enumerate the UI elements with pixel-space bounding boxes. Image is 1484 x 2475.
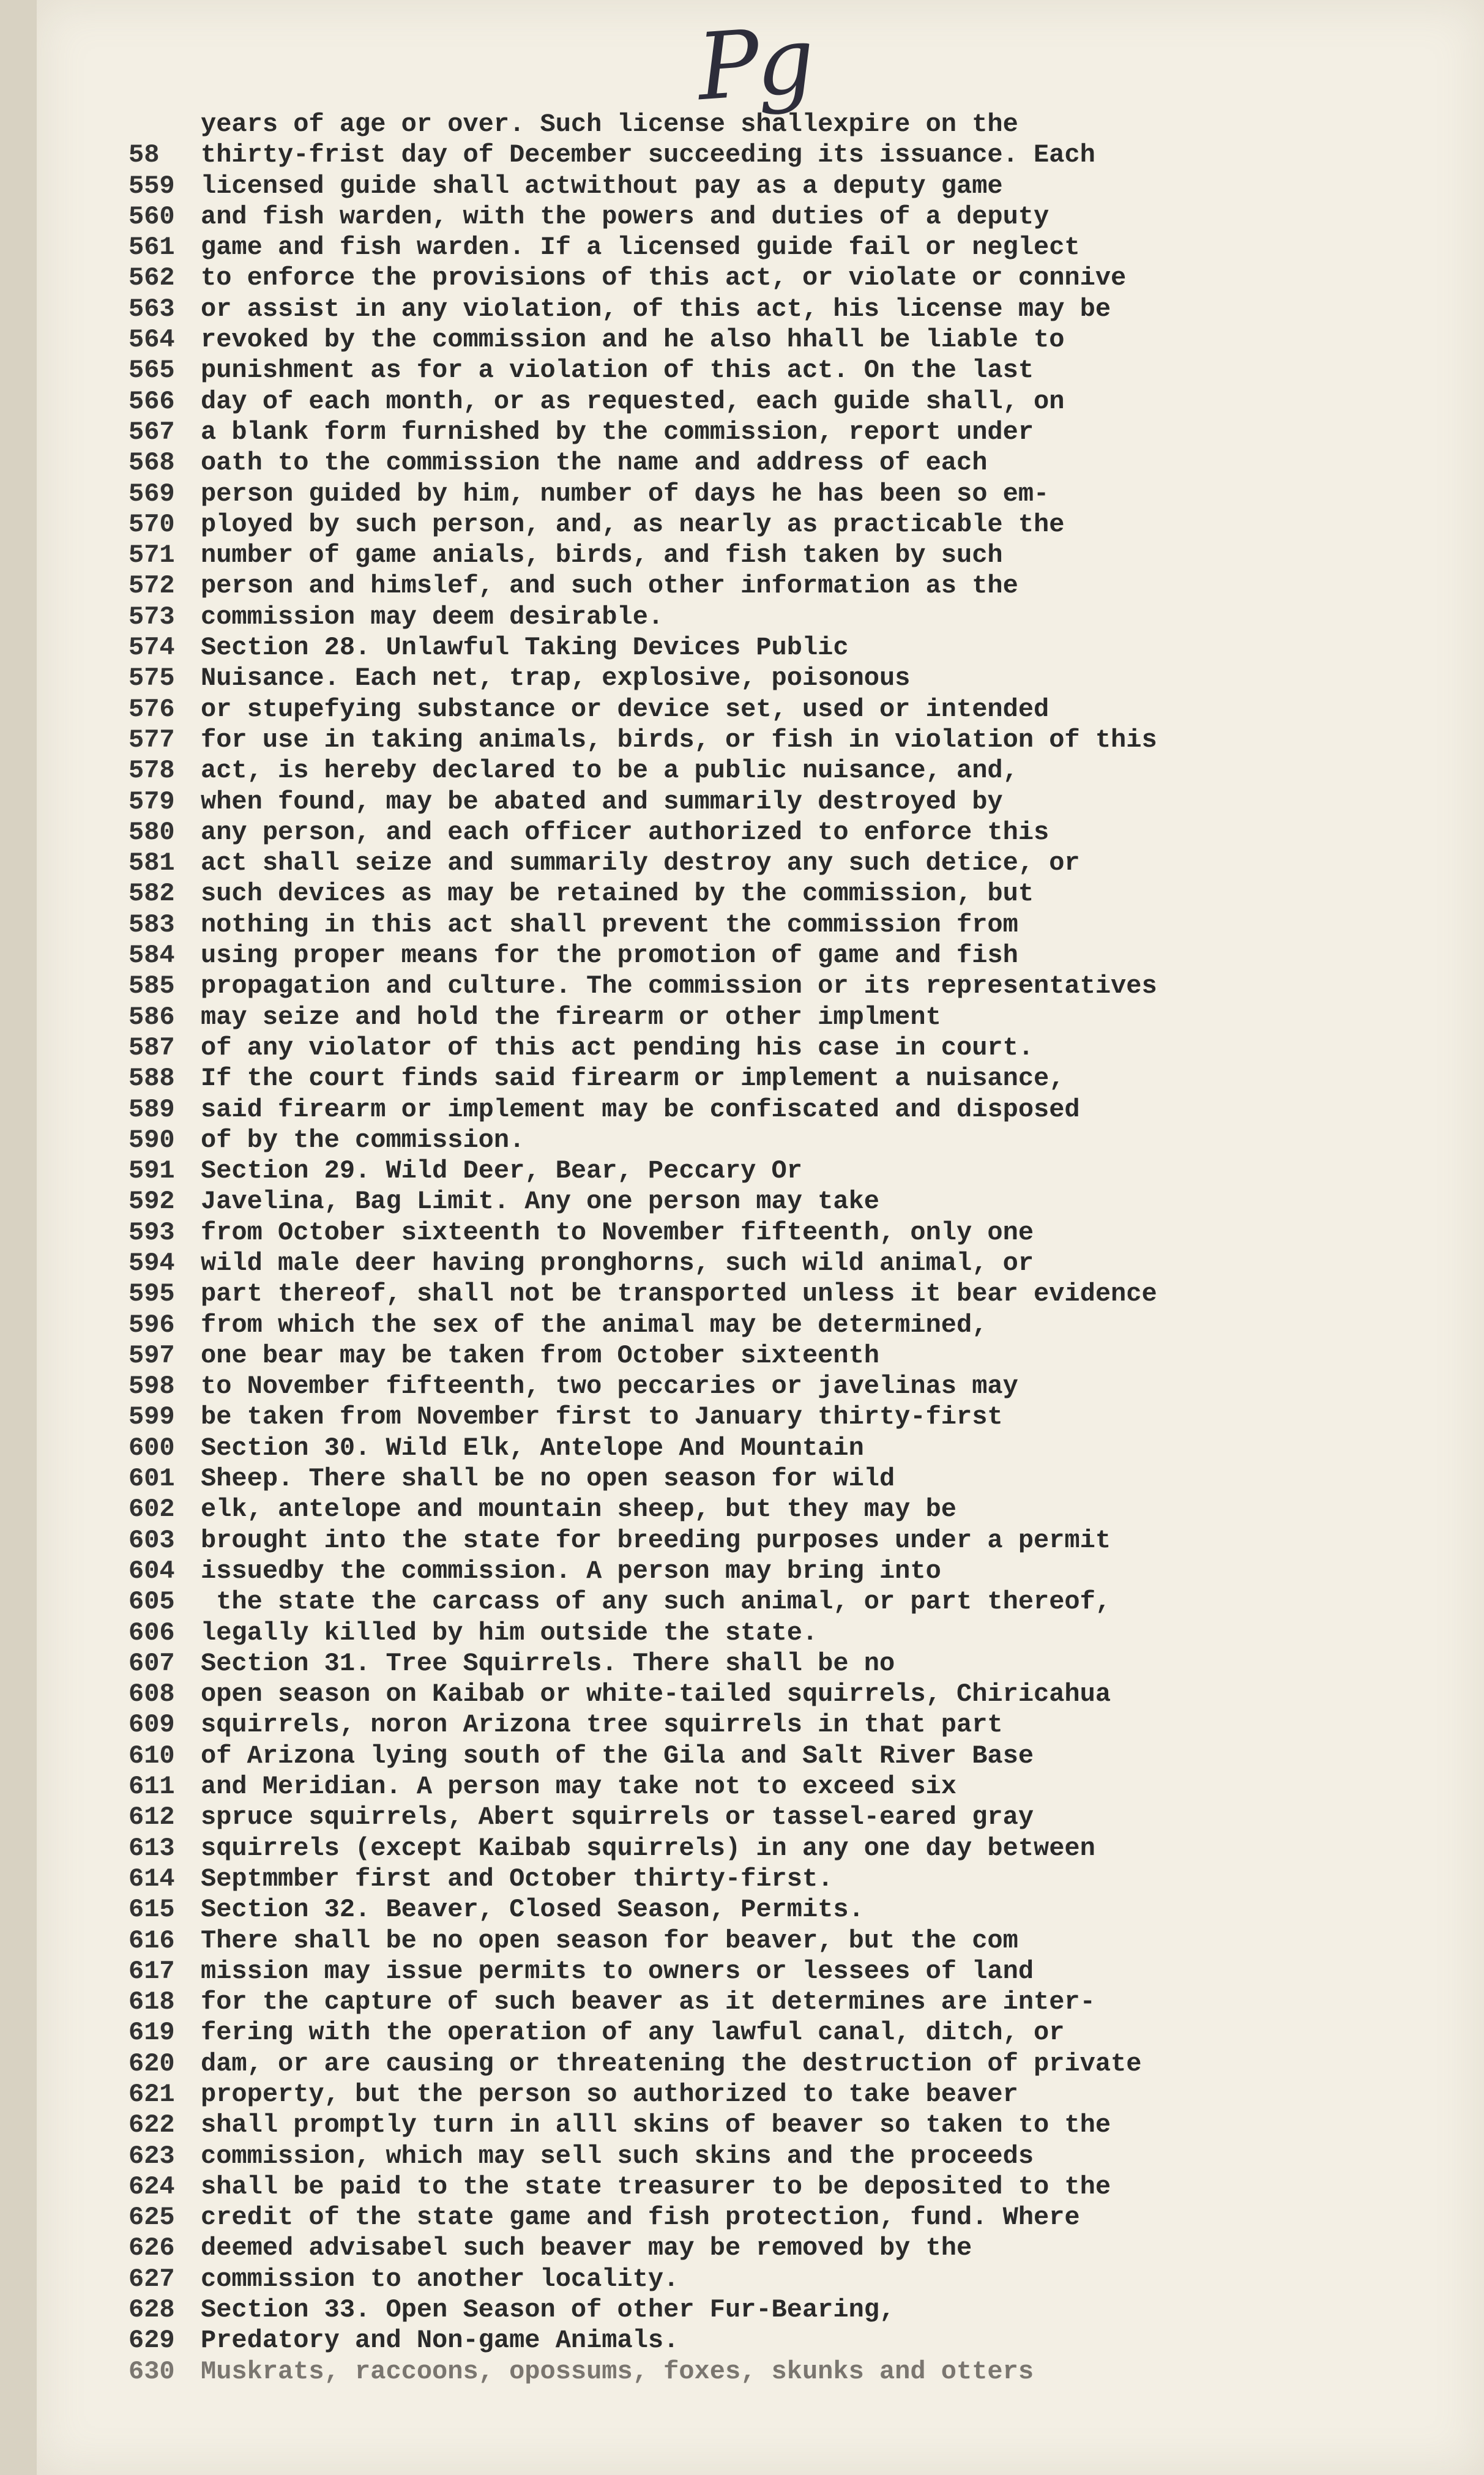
line-number: 622	[129, 2110, 175, 2140]
line-text: elk, antelope and mountain sheep, but they may be	[201, 1495, 957, 1525]
line-number: 596	[129, 1310, 175, 1340]
document-line	[129, 1709, 1157, 1740]
line-text: or assist in any violation, of this act, his license may be	[201, 294, 1111, 324]
document-line	[129, 509, 1157, 540]
line-number: 585	[129, 971, 175, 1001]
line-number: 603	[129, 1525, 175, 1555]
line-text: Section 28. Unlawful Taking Devices Public	[201, 633, 849, 663]
document-line	[129, 2171, 1157, 2202]
line-text: part thereof, shall not be transported unless it bear evidence	[201, 1279, 1157, 1309]
document-line	[129, 2294, 1157, 2325]
line-number: 630	[129, 2356, 175, 2386]
line-text: Septmmber first and October thirty-first.	[201, 1864, 833, 1894]
line-number: 595	[129, 1279, 175, 1309]
line-text: be taken from November first to January thirty-first	[201, 1402, 1003, 1432]
line-number: 621	[129, 2080, 175, 2109]
line-text: Sheep. There shall be no open season for wild	[201, 1464, 895, 1494]
document-line	[129, 294, 1157, 324]
line-number: 569	[129, 479, 175, 509]
document-line	[129, 324, 1157, 355]
document-line	[129, 447, 1157, 478]
document-line	[129, 2325, 1157, 2356]
line-text: revoked by the commission and he also hhall be liable to	[201, 325, 1065, 355]
line-number: 613	[129, 1833, 175, 1863]
line-number: 567	[129, 417, 175, 447]
line-text: for use in taking animals, birds, or fish in violation of this	[201, 725, 1157, 755]
line-text: person and himslef, and such other information as the	[201, 571, 1018, 601]
line-text: There shall be no open season for beaver, but the com	[201, 1925, 1018, 1955]
line-number: 614	[129, 1864, 175, 1894]
document-line	[129, 417, 1157, 447]
document-line	[129, 1987, 1157, 2017]
document-line	[129, 602, 1157, 632]
line-text: person guided by him, number of days he has been so em-	[201, 479, 1050, 509]
document-line	[129, 2048, 1157, 2079]
line-text: thirty-frist day of December succeeding its issuance. Each	[201, 140, 1095, 170]
line-text: commission may deem desirable.	[201, 602, 664, 632]
line-text: using proper means for the promotion of game and fish	[201, 941, 1018, 971]
line-number: 588	[129, 1064, 175, 1094]
page-edge-shadow	[0, 0, 37, 2475]
document-line	[129, 1002, 1157, 1032]
line-text: open season on Kaibab or white-tailed squirrels, Chiricahua	[201, 1679, 1111, 1709]
line-text: Predatory and Non-game Animals.	[201, 2326, 679, 2356]
line-text: and Meridian. A person may take not to exceed six	[201, 1772, 957, 1802]
line-text: when found, may be abated and summarily destroyed by	[201, 786, 1003, 816]
line-number: 576	[129, 694, 175, 724]
line-number: 594	[129, 1248, 175, 1278]
line-text: to enforce the provisions of this act, or violate or connive	[201, 263, 1127, 293]
document-line	[129, 1741, 1157, 1771]
line-number: 571	[129, 540, 175, 570]
line-number: 573	[129, 602, 175, 632]
line-text: brought into the state for breeding purposes under a permit	[201, 1525, 1111, 1555]
line-number: 604	[129, 1556, 175, 1586]
document-line	[129, 1094, 1157, 1125]
document-line	[129, 1186, 1157, 1217]
line-number: 611	[129, 1772, 175, 1802]
document-line	[129, 2202, 1157, 2233]
document-line	[129, 1894, 1157, 1925]
document-line	[129, 1248, 1157, 1279]
handwritten-page-number: Pg	[694, 7, 815, 122]
document-line	[129, 1032, 1157, 1063]
document-line	[129, 1525, 1157, 1556]
document-line	[129, 2110, 1157, 2140]
line-text: number of game anials, birds, and fish taken by such	[201, 540, 1003, 570]
line-number: 617	[129, 1956, 175, 1986]
line-text: from October sixteenth to November fifteenth, only one	[201, 1217, 1034, 1247]
line-number: 627	[129, 2264, 175, 2294]
document-line	[129, 479, 1157, 509]
document-line	[129, 1402, 1157, 1432]
line-text: propagation and culture. The commission or its representatives	[201, 971, 1157, 1001]
line-number: 598	[129, 1372, 175, 1402]
document-line	[129, 909, 1157, 940]
line-text: act shall seize and summarily destroy any such detice, or	[201, 848, 1080, 878]
line-text: day of each month, or as requested, each guide shall, on	[201, 386, 1065, 416]
line-number: 560	[129, 201, 175, 231]
document-line	[129, 1586, 1157, 1617]
line-number: 590	[129, 1125, 175, 1155]
line-number: 612	[129, 1802, 175, 1832]
document-line	[129, 2079, 1157, 2110]
line-text: Section 30. Wild Elk, Antelope And Mountain	[201, 1433, 864, 1463]
document-line	[129, 1371, 1157, 1402]
document-line	[129, 1556, 1157, 1586]
document-line	[129, 725, 1157, 755]
line-text: said firearm or implement may be confiscated and disposed	[201, 1094, 1080, 1124]
line-text: or stupefying substance or device set, used or intended	[201, 694, 1050, 724]
document-line	[129, 2233, 1157, 2263]
line-text: commission, which may sell such skins and the proceeds	[201, 2141, 1034, 2171]
line-text: mission may issue permits to owners or lessees of land	[201, 1956, 1034, 1986]
line-number: 587	[129, 1032, 175, 1062]
document-line	[129, 1433, 1157, 1463]
line-text: Section 29. Wild Deer, Bear, Peccary Or	[201, 1156, 802, 1186]
document-line	[129, 1155, 1157, 1186]
line-number: 619	[129, 2018, 175, 2048]
document-line	[129, 848, 1157, 878]
line-text: shall be paid to the state treasurer to be deposited to the	[201, 2171, 1111, 2201]
line-number: 600	[129, 1433, 175, 1463]
document-line	[129, 1125, 1157, 1155]
line-number: 584	[129, 941, 175, 971]
line-number: 615	[129, 1895, 175, 1925]
line-text: may seize and hold the firearm or other implment	[201, 1002, 941, 1032]
line-number: 568	[129, 448, 175, 478]
line-text: of Arizona lying south of the Gila and Salt River Base	[201, 1741, 1034, 1771]
line-text: Section 32. Beaver, Closed Season, Permits.	[201, 1895, 864, 1925]
line-number: 607	[129, 1648, 175, 1678]
document-line	[129, 878, 1157, 909]
document-line	[129, 817, 1157, 848]
line-number: 597	[129, 1340, 175, 1370]
document-line	[129, 786, 1157, 817]
line-text: the state the carcass of any such animal, or part thereof,	[201, 1587, 1111, 1617]
line-number: 580	[129, 817, 175, 847]
line-number: 628	[129, 2295, 175, 2325]
line-text: game and fish warden. If a licensed guide fail or neglect	[201, 233, 1080, 263]
document-line	[129, 1618, 1157, 1648]
line-number: 574	[129, 633, 175, 663]
document-line	[129, 540, 1157, 570]
line-number: 601	[129, 1464, 175, 1494]
line-text: Section 31. Tree Squirrels. There shall be no	[201, 1648, 895, 1678]
document-line	[129, 1340, 1157, 1371]
document-line	[129, 1679, 1157, 1709]
typed-document-page	[37, 0, 1484, 2475]
line-number: 591	[129, 1156, 175, 1186]
document-line	[129, 1925, 1157, 1956]
line-number: 592	[129, 1187, 175, 1217]
line-number: 620	[129, 2048, 175, 2078]
document-line	[129, 140, 1157, 170]
document-line	[129, 2141, 1157, 2171]
document-line	[129, 1217, 1157, 1248]
line-number: 624	[129, 2171, 175, 2201]
line-number: 602	[129, 1495, 175, 1525]
line-number: 599	[129, 1402, 175, 1432]
document-line	[129, 355, 1157, 386]
line-text: to November fifteenth, two peccaries or javelinas may	[201, 1372, 1018, 1402]
document-line	[129, 386, 1157, 417]
document-line	[129, 201, 1157, 232]
line-number: 559	[129, 171, 175, 201]
line-text: licensed guide shall actwithout pay as a deputy game	[201, 171, 1003, 201]
document-line	[129, 109, 1157, 140]
line-number: 625	[129, 2203, 175, 2233]
line-number: 563	[129, 294, 175, 324]
document-line	[129, 570, 1157, 601]
line-text: credit of the state game and fish protection, fund. Where	[201, 2203, 1080, 2233]
line-number: 583	[129, 909, 175, 939]
line-text: issuedby the commission. A person may bring into	[201, 1556, 941, 1586]
line-text: a blank form furnished by the commission, report under	[201, 417, 1034, 447]
line-text: legally killed by him outside the state.	[201, 1618, 818, 1648]
document-line	[129, 232, 1157, 263]
line-number: 586	[129, 1002, 175, 1032]
line-number: 561	[129, 233, 175, 263]
document-line	[129, 1771, 1157, 1802]
document-line	[129, 1802, 1157, 1832]
line-number: 608	[129, 1679, 175, 1709]
line-text: oath to the commission the name and address of each	[201, 448, 988, 478]
line-text: of by the commission.	[201, 1125, 525, 1155]
line-number: 565	[129, 356, 175, 386]
line-text: commission to another locality.	[201, 2264, 679, 2294]
line-number: 572	[129, 571, 175, 601]
line-number: 606	[129, 1618, 175, 1648]
line-text: ployed by such person, and, as nearly as practicable the	[201, 509, 1065, 539]
line-number: 578	[129, 756, 175, 786]
document-line	[129, 1833, 1157, 1864]
document-line	[129, 1494, 1157, 1525]
line-number: 575	[129, 663, 175, 693]
line-text: Section 33. Open Season of other Fur-Bearing,	[201, 2295, 895, 2325]
document-line	[129, 1648, 1157, 1679]
line-text: dam, or are causing or threatening the destruction of private	[201, 2048, 1142, 2078]
line-text: shall promptly turn in alll skins of beaver so taken to the	[201, 2110, 1111, 2140]
document-line	[129, 1310, 1157, 1340]
line-text: any person, and each officer authorized to enforce this	[201, 817, 1050, 847]
document-line	[129, 1063, 1157, 1094]
line-text: of any violator of this act pending his case in court.	[201, 1032, 1034, 1062]
document-line	[129, 971, 1157, 1001]
line-text: squirrels (except Kaibab squirrels) in any one day between	[201, 1833, 1095, 1863]
document-line	[129, 263, 1157, 293]
line-text: punishment as for a violation of this act. On the last	[201, 356, 1034, 386]
line-text: fering with the operation of any lawful canal, ditch, or	[201, 2018, 1065, 2048]
line-text: for the capture of such beaver as it determines are inter-	[201, 1987, 1095, 2017]
document-line	[129, 755, 1157, 786]
line-text: If the court finds said firearm or implement a nuisance,	[201, 1064, 1065, 1094]
line-number: 570	[129, 509, 175, 539]
line-number: 618	[129, 1987, 175, 2017]
line-number: 582	[129, 879, 175, 909]
line-number: 593	[129, 1217, 175, 1247]
document-line	[129, 171, 1157, 201]
line-number: 564	[129, 325, 175, 355]
line-number: 581	[129, 848, 175, 878]
line-text: Javelina, Bag Limit. Any one person may take	[201, 1187, 879, 1217]
line-number: 589	[129, 1094, 175, 1124]
line-text: deemed advisabel such beaver may be removed by the	[201, 2233, 972, 2263]
line-number: 616	[129, 1925, 175, 1955]
line-number: 610	[129, 1741, 175, 1771]
line-number: 58	[129, 140, 160, 170]
line-text: nothing in this act shall prevent the commission from	[201, 909, 1018, 939]
line-number: 562	[129, 263, 175, 293]
document-line	[129, 2017, 1157, 2048]
document-line	[129, 2356, 1157, 2387]
line-text: Muskrats, raccoons, opossums, foxes, skunks and otters	[201, 2356, 1034, 2386]
document-line	[129, 2264, 1157, 2294]
line-text: and fish warden, with the powers and duties of a deputy	[201, 201, 1050, 231]
line-number: 626	[129, 2233, 175, 2263]
line-number: 579	[129, 786, 175, 816]
line-text: spruce squirrels, Abert squirrels or tassel-eared gray	[201, 1802, 1034, 1832]
document-line	[129, 1956, 1157, 1987]
line-text: act, is hereby declared to be a public nuisance, and,	[201, 756, 1018, 786]
document-line	[129, 1864, 1157, 1894]
line-text: wild male deer having pronghorns, such wild animal, or	[201, 1248, 1034, 1278]
line-text: from which the sex of the animal may be determined,	[201, 1310, 988, 1340]
line-text: one bear may be taken from October sixteenth	[201, 1340, 879, 1370]
document-line	[129, 940, 1157, 971]
document-lines	[129, 109, 1157, 2387]
document-line	[129, 694, 1157, 725]
line-number: 629	[129, 2326, 175, 2356]
document-line	[129, 632, 1157, 663]
line-number: 605	[129, 1587, 175, 1617]
document-line	[129, 1463, 1157, 1494]
line-number: 623	[129, 2141, 175, 2171]
document-line	[129, 663, 1157, 693]
line-text: such devices as may be retained by the commission, but	[201, 879, 1034, 909]
line-text: Nuisance. Each net, trap, explosive, poisonous	[201, 663, 911, 693]
line-number: 566	[129, 386, 175, 416]
line-text: squirrels, noron Arizona tree squirrels in that part	[201, 1710, 1003, 1740]
line-number: 609	[129, 1710, 175, 1740]
line-text: property, but the person so authorized to take beaver	[201, 2080, 1018, 2109]
line-text: years of age or over. Such license shallexpire on the	[201, 110, 1018, 139]
line-number: 577	[129, 725, 175, 755]
document-line	[129, 1279, 1157, 1309]
